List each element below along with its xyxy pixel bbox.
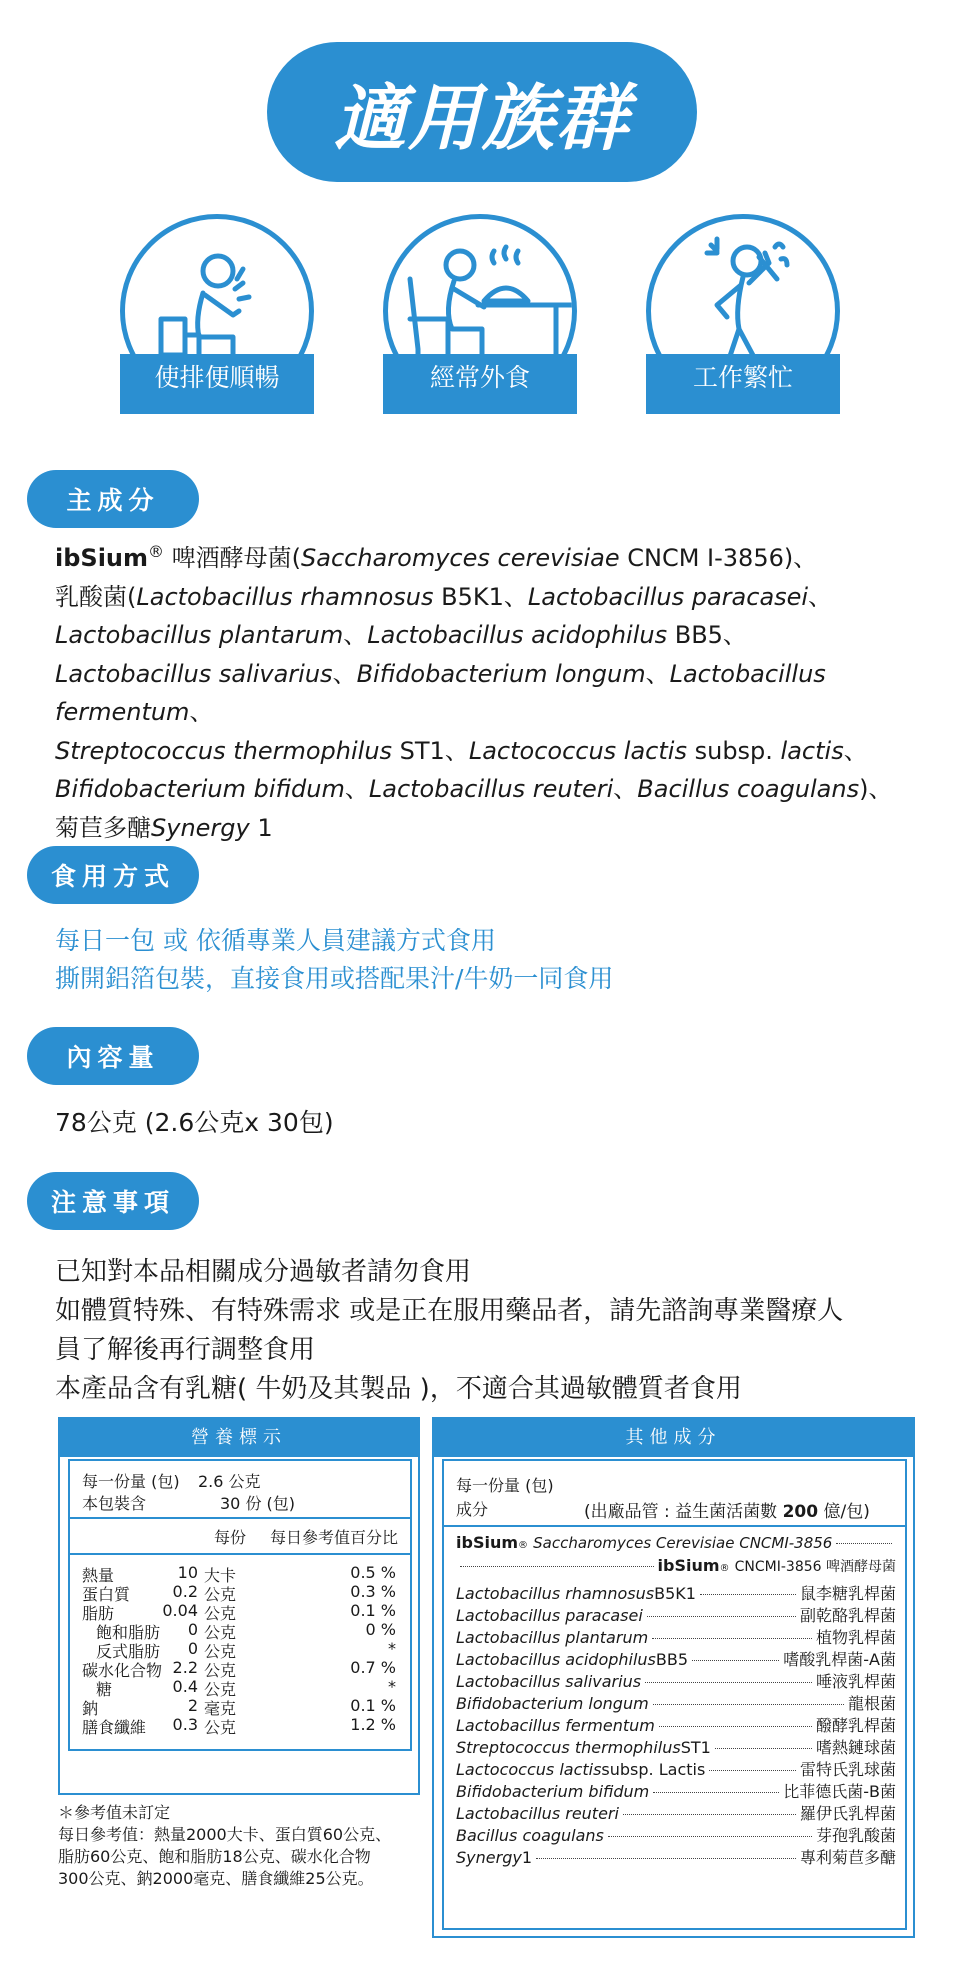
other-ingredient-row: Lactobacillus fermentum 醱酵乳桿菌 — [456, 1716, 896, 1735]
content-text: 78公克 (2.6公克x 30包) — [55, 1108, 334, 1137]
other-ingredients-box — [432, 1417, 915, 1938]
other-ingredient-row: Lactobacillus plantarum 植物乳桿菌 — [456, 1628, 896, 1647]
footnote-line: 脂肪60公克、飽和脂肪18公克、碳水化合物 — [58, 1847, 371, 1866]
page-title: 適用族群 — [267, 42, 697, 182]
nutrient-unit: 公克 — [204, 1680, 237, 1699]
nutrient-amount: 0 — [187, 1620, 198, 1639]
nutrient-unit: 公克 — [204, 1661, 237, 1680]
other-header: 其他成分 — [434, 1419, 913, 1457]
footnote-line: 每日參考值：熱量2000大卡、蛋白質60公克、 — [58, 1825, 392, 1844]
note-line: 如體質特殊、有特殊需求 或是正在服用藥品者，請先諮詢專業醫療人 — [55, 1296, 844, 1326]
ingredient-line: Lactobacillus salivarius、Bifidobacterium longum、Lactobacillus fermentum、 — [55, 659, 826, 726]
other-ingredient-row: ibSium ® CNCMI-3856 啤酒酵母菌 — [456, 1556, 896, 1576]
usage-line: 撕開鋁箔包裝，直接食用或搭配果汁/牛奶一同食用 — [55, 964, 614, 993]
ingredients-text — [55, 533, 935, 847]
nutrient-name: 碳水化合物 — [82, 1661, 163, 1680]
other-ingredient-row: Streptococcus thermophilus ST1 嗜熱鏈球菌 — [456, 1738, 896, 1757]
usage-line: 每日一包 或 依循專業人員建議方式食用 — [55, 926, 496, 955]
footnote-line: 300公克、鈉2000毫克、膳食纖維25公克。 — [58, 1869, 374, 1888]
other-ingredient-row: Bacillus coagulans 芽孢乳酸菌 — [456, 1826, 896, 1845]
nutrient-amount: 2 — [187, 1696, 198, 1715]
section-ingredients-title: 主成分 — [27, 470, 199, 528]
nutrient-amount: 2.2 — [172, 1658, 198, 1677]
other-ingredient-label: 成分 — [456, 1500, 489, 1519]
footnote-line: ＊參考值未訂定 — [58, 1803, 171, 1822]
nutrient-name: 熱量 — [82, 1566, 115, 1585]
nutrient-daily-value: 0.1 % — [350, 1601, 396, 1620]
nutrient-name: 反式脂肪 — [96, 1642, 161, 1661]
group-eating-out — [383, 214, 577, 408]
nutrient-name: 膳食纖維 — [82, 1718, 147, 1737]
nutrient-daily-value: 0 % — [365, 1620, 396, 1639]
col-per-serving: 每份 — [214, 1528, 247, 1547]
nutrient-name: 蛋白質 — [82, 1585, 131, 1604]
nutrient-daily-value: * — [388, 1677, 396, 1696]
nutrient-unit: 公克 — [204, 1642, 237, 1661]
col-daily-value: 每日參考值百分比 — [270, 1528, 399, 1547]
nutrient-unit: 大卡 — [204, 1566, 237, 1585]
note-line: 本產品含有乳糖( 牛奶及其製品 )，不適合其過敏體質者食用 — [55, 1374, 742, 1404]
nutrient-unit: 公克 — [204, 1604, 237, 1623]
nutrient-daily-value: 0.5 % — [350, 1563, 396, 1582]
group-label: 使排便順暢 — [154, 363, 280, 392]
nutrient-unit: 公克 — [204, 1718, 237, 1737]
ingredient-line: Streptococcus thermophilus ST1、Lactococcus lactis subsp. lactis、 — [55, 736, 868, 765]
nutrition-facts-box — [58, 1417, 420, 1795]
other-ingredient-row: Bifidobacterium bifidum 比菲德氏菌-B菌 — [456, 1782, 896, 1801]
nutrient-name: 鈉 — [82, 1699, 99, 1718]
nutrient-daily-value: 0.3 % — [350, 1582, 396, 1601]
notes-text — [55, 1253, 935, 1409]
other-serving-label: 每一份量 (包) — [456, 1476, 554, 1495]
nutrition-header: 營養標示 — [60, 1419, 418, 1457]
group-busy-work — [646, 214, 840, 408]
other-ingredient-row: Lactobacillus acidophilus BB5 嗜酸乳桿菌-A菌 — [456, 1650, 896, 1669]
nutrient-amount: 0.04 — [162, 1601, 198, 1620]
ingredient-line: 乳酸菌(Lactobacillus rhamnosus B5K1、Lactobacillus paracasei、 — [55, 582, 833, 611]
section-usage-title: 食用方式 — [27, 846, 199, 904]
ingredient-line: Bifidobacterium bifidum、Lactobacillus reuteri、Bacillus coagulans)、 — [55, 775, 893, 803]
other-ingredient-row: Synergy 1 專利菊苣多醣 — [456, 1848, 896, 1867]
ingredient-line: ibSium® 啤酒酵母菌(Saccharomyces cerevisiae CNCM I-3856)、 — [55, 542, 818, 572]
nutrient-name: 糖 — [96, 1680, 113, 1699]
group-label: 經常外食 — [429, 363, 530, 392]
nutrient-unit: 公克 — [204, 1623, 237, 1642]
nutrient-amount: 0.3 — [172, 1715, 198, 1734]
nutrient-unit: 公克 — [204, 1585, 237, 1604]
section-content-title: 內容量 — [27, 1027, 199, 1085]
group-label: 工作繁忙 — [692, 363, 793, 392]
other-ingredient-row: Bifidobacterium longum 龍根菌 — [456, 1694, 896, 1713]
group-regular-bowel — [120, 214, 314, 408]
usage-text — [55, 922, 613, 998]
nutrient-amount: 0.2 — [172, 1582, 198, 1601]
ingredient-line: Lactobacillus plantarum、Lactobacillus acidophilus BB5、 — [55, 621, 747, 649]
other-ingredient-row: Lactobacillus paracasei 副乾酪乳桿菌 — [456, 1606, 896, 1625]
nutrition-footnote — [58, 1802, 391, 1890]
nutrient-amount: 10 — [177, 1563, 198, 1582]
other-ingredient-row: ibSium ® Saccharomyces Cerevisiae CNCMI-3856 — [456, 1533, 896, 1552]
probiotic-count-note: (出廠品管 : 益生菌活菌數 200 億/包) — [584, 1502, 870, 1522]
other-ingredient-row: Lactobacillus rhamnosus B5K1 鼠李糖乳桿菌 — [456, 1584, 896, 1603]
pack-label: 本包裝含 — [82, 1494, 147, 1513]
pack-value: 30 份 (包) — [220, 1494, 296, 1513]
nutrient-daily-value: 1.2 % — [350, 1715, 396, 1734]
nutrient-amount: 0 — [187, 1639, 198, 1658]
serving-value: 2.6 公克 — [198, 1472, 261, 1491]
nutrient-name: 飽和脂肪 — [96, 1623, 161, 1642]
note-line: 員了解後再行調整食用 — [55, 1335, 316, 1365]
other-ingredient-row: Lactococcus lactis subsp. Lactis 雷特氏乳球菌 — [456, 1760, 896, 1779]
other-ingredient-row: Lactobacillus salivarius 唾液乳桿菌 — [456, 1672, 896, 1691]
other-ingredient-row: Lactobacillus reuteri 羅伊氏乳桿菌 — [456, 1804, 896, 1823]
nutrient-amount: 0.4 — [172, 1677, 198, 1696]
serving-label: 每一份量 (包) — [82, 1472, 180, 1491]
nutrient-daily-value: * — [388, 1639, 396, 1658]
nutrient-name: 脂肪 — [82, 1604, 115, 1623]
note-line: 已知對本品相關成分過敏者請勿食用 — [55, 1257, 472, 1287]
nutrient-unit: 毫克 — [204, 1699, 237, 1718]
nutrient-daily-value: 0.7 % — [350, 1658, 396, 1677]
nutrient-daily-value: 0.1 % — [350, 1696, 396, 1715]
ingredient-line: 菊苣多醣Synergy 1 — [55, 813, 273, 842]
section-notes-title: 注意事項 — [27, 1172, 199, 1230]
